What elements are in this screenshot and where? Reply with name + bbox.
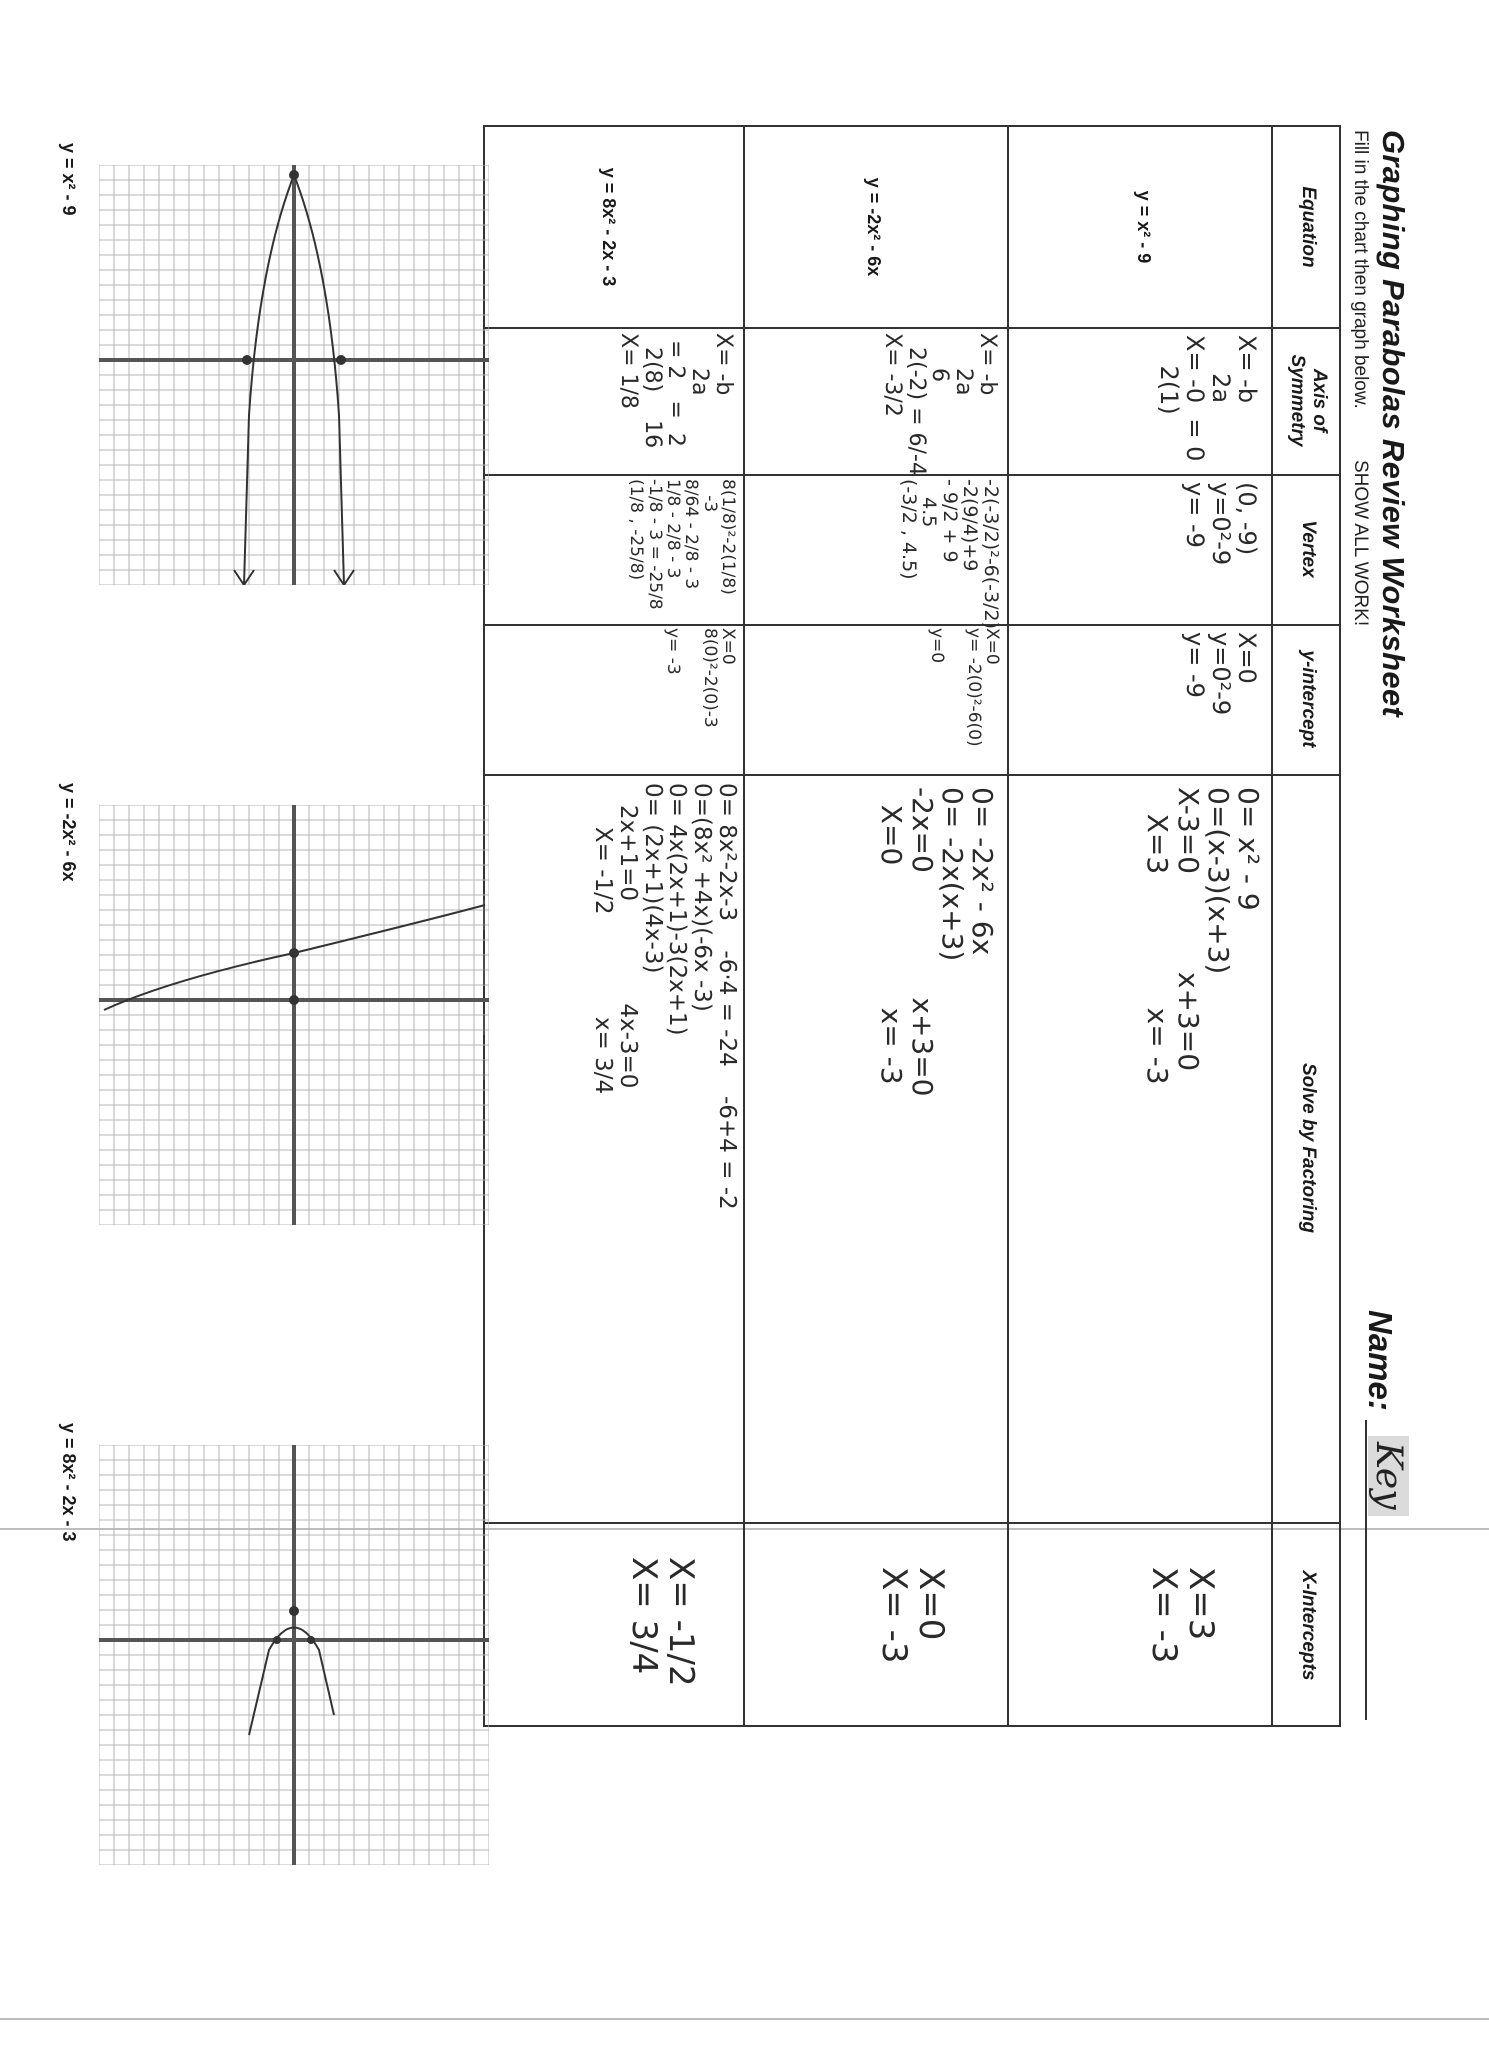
column-divider [485, 327, 1339, 329]
graph-3-grid [99, 1445, 489, 1865]
column-divider [485, 1522, 1339, 1524]
parabola-chart-table [483, 125, 1341, 1727]
header-y-intercept: y-intercept [1298, 650, 1319, 748]
row-divider [1007, 127, 1009, 1725]
vertex-work: (0, -9) y=0²-9 y= -9 [1181, 482, 1261, 566]
y-intercept-work: X=0 8(0)²-2(0)-3 y= -3 [662, 628, 738, 728]
graph-label: y = 8x² - 2x - 3 [59, 1423, 79, 1542]
header-vertex: Vertex [1298, 520, 1319, 578]
header-x-intercepts: X-Intercepts [1298, 1570, 1319, 1681]
header-axis-line1: Axis of [1309, 368, 1330, 433]
graph-y-neg2x2-minus-6x [59, 783, 489, 1225]
graph-2-grid [99, 805, 489, 1225]
row-divider [743, 127, 745, 1725]
row-divider [1271, 127, 1273, 1725]
y-intercept-work: X=0 y= -2(0)²-6(0) y=0 [926, 628, 1002, 747]
instructions: Fill in the chart then graph below. [1350, 130, 1371, 409]
y-intercept-work: X=0 y=0²-9 y= -9 [1181, 632, 1261, 716]
factoring-work: 0= x² - 9 0=(x-3)(x+3) X-3=0 x+3=0 X=3 x= -3 [1141, 787, 1265, 1085]
x-intercepts-answer: X= -1/2 X= 3/4 [624, 1557, 701, 1687]
header-solve-by-factoring: Solve by Factoring [1298, 1063, 1319, 1233]
axis-of-symmetry-work: X= -b 2a = 2 = 2 2(8) 16 X= 1/8 [616, 333, 736, 449]
equation-cell: y = x² - 9 [1134, 190, 1154, 264]
graph-label: y = -2x² - 6x [59, 783, 79, 882]
graph-y-x2-minus-9 [59, 143, 489, 585]
graph-1-grid [99, 165, 489, 585]
header-axis-line2: Symmetry [1287, 354, 1308, 447]
name-value: Key [1368, 1436, 1409, 1516]
instructions-emphasis: SHOW ALL WORK! [1350, 460, 1371, 627]
x-intercepts-answer: X=0 X= -3 [874, 1567, 951, 1664]
worksheet-title: Graphing Parabolas Review Worksheet [1376, 130, 1411, 718]
axis-of-symmetry-work: X= -b 2a 6 2(-2) = 6/-4 X= -3/2 [880, 333, 1000, 476]
equation-cell: y = 8x² - 2x - 3 [599, 167, 619, 287]
header-axis-of-symmetry [1286, 327, 1330, 474]
header-equation: Equation [1298, 186, 1319, 268]
x-intercepts-answer: X=3 X= -3 [1144, 1567, 1221, 1664]
name-label: Name: [1362, 1310, 1399, 1411]
name-line [1365, 1420, 1367, 1720]
graph-label: y = x² - 9 [59, 143, 79, 216]
column-divider [485, 774, 1339, 776]
graph-y-8x2-minus-2x-minus-3 [59, 1423, 489, 1865]
vertex-work: 8(1/8)²-2(1/8) -3 8/64 - 2/8 - 3 1/8 - 2/8 - 3 -1/8 - 3 = -25/8 (1/8 , -25/8) [626, 479, 738, 610]
axis-of-symmetry-work: X= -b 2a X= -0 = 0 2(1) [1155, 335, 1261, 462]
vertex-work: -2(-3/2)²-6(-3/2) -2(9/4)+9 - 9/2 + 9 4.5 (-3/2 , 4.5) [897, 479, 1002, 630]
factoring-work: 0= 8x²-2x-3 -6·4 = -24 -6+4 = -2 0=(8x² +4x)(-6x -3) 0= 4x(2x+1)-3(2x+1) 0= (2x+1)(4x-3) 2x+1=0 4x-3=0 X= -1/2 x= 3/4 [589, 783, 740, 1210]
factoring-work: 0= -2x² - 6x 0= -2x(x+3) -2x=0 x+3=0 X=0 x= -3 [875, 787, 999, 1097]
equation-cell: y = -2x² - 6x [864, 177, 884, 277]
